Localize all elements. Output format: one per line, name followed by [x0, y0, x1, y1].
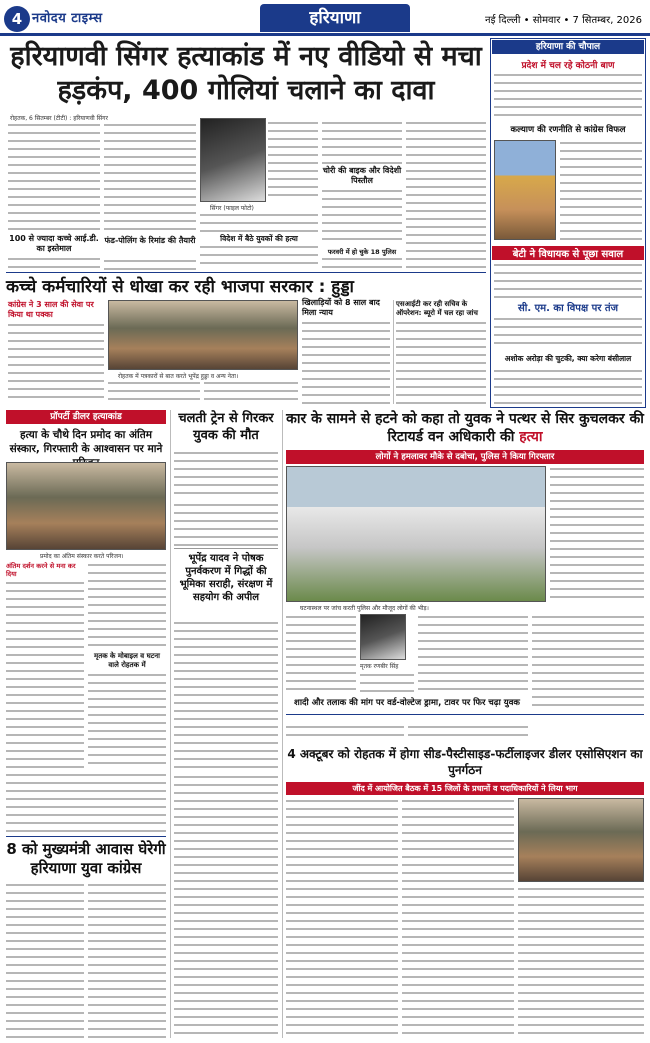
divider: [6, 272, 486, 273]
property-box-head: प्रॉपर्टी डीलर हत्याकांड: [6, 410, 166, 424]
property-column-3: [88, 672, 166, 768]
seed-photo: [518, 798, 644, 882]
sidebar-head-5: अशोक अरोड़ा की चुटकी, क्या करेगा बंसीलाल: [504, 354, 632, 363]
bhupendra-column-2: [174, 774, 278, 1038]
property-subhead-2: मृतक के मोबाइल व घटना वाले रोहतक में: [94, 652, 160, 669]
officer-inset-photo: [360, 614, 406, 660]
property-column-1: [6, 580, 84, 768]
lead-column-6: [406, 120, 486, 268]
officer-photo-caption: घटनास्थल पर जांच करती पुलिस और मौजूद लोगों की भीड़।: [300, 605, 429, 612]
paper-name: नवोदय टाइम्स: [32, 11, 103, 26]
bhupendra-column-1: [174, 620, 278, 770]
seed-column-3: [518, 886, 644, 1038]
sidebar-head-4: सी. एम. का विपक्ष पर तंज: [517, 303, 619, 314]
sidebar-head-1: प्रदेश में चल रहे कोठनी बाण: [521, 61, 615, 71]
property-photo-caption: प्रमोद का अंतिम संस्कार करते परिजन।: [40, 553, 124, 560]
politics-headline-text: कच्चे कर्मचारियों से धोखा कर रही भाजपा सरकार : हुड्डा: [6, 277, 354, 297]
officer-inset-caption: मृतक रणबीर सिंह: [360, 663, 399, 670]
officer-strap: लोगों ने हमलावर मौके से दबोचा, पुलिस ने किया गिरफ्तार: [286, 450, 644, 464]
politics-column-3: [108, 380, 200, 404]
lead-column-1: [8, 122, 100, 234]
train-headline: चलती ट्रेन से गिरकर युवक की मौत: [178, 411, 274, 443]
politics-headline: [6, 276, 486, 298]
lead-column-4: [200, 212, 318, 232]
masthead-rule: [0, 33, 650, 36]
sidebar-head-3: बेटी ने विधायक से पूछा सवाल: [492, 246, 644, 260]
property-headline: हत्या के चौथे दिन प्रमोद का अंतिम संस्कार, गिरफ्तारी के आश्वासन पर माने: [9, 429, 163, 455]
property-column-2: [88, 562, 166, 650]
lead-column-2: [104, 122, 196, 234]
officer-column-7: [408, 724, 528, 742]
lead-subhead-3: विदेश में बैठे युवकों की हत्या: [220, 234, 298, 243]
bhupendra-headline: भूपेंद्र यादव ने पोषक पुनर्वकरण में गिद्धों की भूमिका सराही, संरक्षण में सहयोग की अपील: [179, 553, 273, 603]
train-column-wide: [174, 502, 278, 546]
page-number: 4: [4, 6, 30, 32]
divider: [170, 410, 171, 1038]
officer-column-2: [286, 614, 356, 696]
sidebar-column-3: [494, 262, 642, 298]
seed-column-2: [402, 798, 514, 1038]
property-photo: [6, 462, 166, 550]
section-title: हरियाणा: [260, 4, 410, 32]
officer-column-6: [286, 724, 404, 742]
officer-column-3: [360, 672, 414, 696]
sidebar-column-5: [494, 368, 642, 404]
lead-subhead-4: चोरी की बाइक और विदेशी पिस्तौल: [322, 166, 402, 185]
property-column-4: [6, 772, 166, 832]
lead-headline: हरियाणवी सिंगर हत्याकांड में नए वीडियो से मचा हड़कंप, 400 गोलियां चलाने का दावा: [10, 41, 482, 106]
players-headline: खिलाड़ियों को 8 साल बाद मिला न्याय: [302, 298, 380, 317]
sidebar-column-4: [494, 316, 642, 350]
officer-photo: [286, 466, 546, 602]
officer-column-1: [550, 466, 644, 602]
officer-column-4: [418, 614, 528, 696]
lead-subhead-1: 100 से ज्यादा कच्चे आई.डी. का इस्तेमाल: [9, 234, 99, 253]
seed-column-1: [286, 798, 398, 1038]
sidebar-column-2: [560, 140, 642, 240]
seed-strap: जींद में आयोजित बैठक में 15 जिलों के प्रधानों व पदाधिकारियों ने लिया भाग: [286, 782, 644, 795]
divider: [282, 410, 283, 1038]
divider: [6, 836, 166, 837]
lead-column-5b: [322, 188, 402, 246]
lead-column-1b: [8, 256, 100, 268]
divider: [393, 300, 394, 404]
sidebar-head-2: कल्याण की रणनीति से कांग्रेस विफल: [510, 125, 626, 135]
lead-photo: [200, 118, 266, 202]
lead-column-2b: [104, 258, 196, 270]
lead-column-3: [268, 120, 318, 202]
players-column: [302, 320, 390, 404]
lead-subhead-2: फंड-पोलिंग के रिमांड की तैयारी: [104, 236, 196, 245]
lead-column-5c: [322, 256, 402, 268]
masthead: [0, 0, 650, 38]
cm-housing-column-2: [88, 882, 166, 1038]
politics-column-4: [204, 380, 298, 404]
train-column: [174, 450, 278, 500]
divider: [286, 714, 644, 715]
dateline: नई दिल्ली • सोमवार • 7 सितम्बर, 2026: [485, 15, 642, 26]
lead-photo-caption: सिंगर (फाइल फोटो): [210, 205, 254, 212]
officer-headline: [286, 410, 644, 446]
cm-housing-column-1: [6, 882, 84, 1038]
politics-subhead: कांग्रेस ने 3 साल की सेवा पर किया था पक्का: [8, 300, 94, 319]
property-subhead: अंतिम दर्शन करने से मना कर दिया: [6, 562, 76, 578]
cbi-headline: एसआईटी कर रही सचिव के ऑपरेशन: ब्यूरो में चल रहा जांच: [396, 300, 478, 317]
cbi-column: [396, 320, 486, 404]
lead-byline: रोहतक, 6 सितम्बर (टीटी) : हरियाणवी सिंगर: [10, 115, 109, 122]
sidebar-column-1: [494, 72, 642, 116]
sidebar-photo: [494, 140, 556, 240]
officer-subhead: शादी और तलाक की मांग पर वर्ड-वोल्टेज ड्रामा, टावर पर फिर चढ़ा युवक: [294, 698, 520, 708]
divider: [174, 548, 278, 549]
politics-photo: [108, 300, 298, 370]
officer-headline-highlight: हत्या: [519, 429, 543, 445]
officer-column-5: [532, 614, 644, 710]
officer-headline-text: कार के सामने से हटने को कहा तो युवक ने पत्थर से सिर कुचलकर की रिटायर्ड वन अधिकारी की: [286, 411, 644, 445]
lead-column-5: [322, 120, 402, 166]
lead-column-4b: [200, 244, 318, 268]
politics-photo-caption: रोहतक में पत्रकारों से बात करते भूपेंद्र हुड्डा व अन्य नेता।: [118, 373, 239, 380]
cm-housing-headline: 8 को मुख्यमंत्री आवास घेरेगी हरियाणा युवा कांग्रेस: [6, 840, 166, 877]
sidebar-title: हरियाणा की चौपाल: [492, 40, 644, 54]
lead-subhead-5: फरवरी में हो चुके 18 पुलिस: [327, 248, 397, 256]
seed-headline: 4 अक्टूबर को रोहतक में होगा सीड-पैस्टीसाइड-फर्टीलाइजर डीलर एसोसिएशन का पुनर्गठन: [287, 747, 643, 777]
politics-column-1: [8, 322, 104, 402]
